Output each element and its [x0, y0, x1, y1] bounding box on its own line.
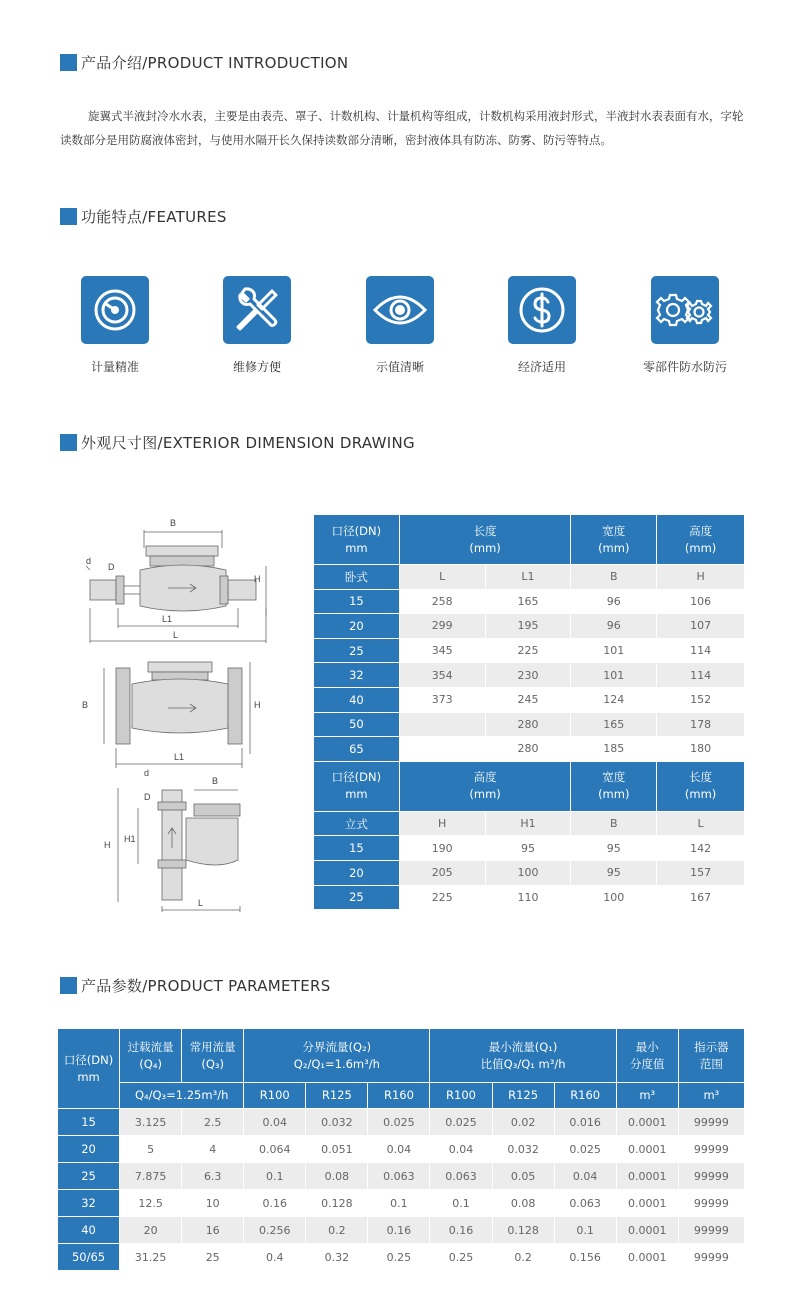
table-subheader-row [314, 811, 745, 836]
row-label: 15 [314, 836, 400, 861]
table-cell: 107 [657, 614, 745, 639]
table-row [58, 1244, 745, 1271]
table-cell: 0.064 [244, 1136, 306, 1163]
table-cell: 0.016 [554, 1109, 616, 1136]
table-cell: 0.256 [244, 1217, 306, 1244]
section-marker [60, 977, 77, 994]
table-cell: 165 [485, 589, 571, 614]
table-cell: 0.04 [554, 1163, 616, 1190]
table-cell: 4 [182, 1136, 244, 1163]
dim-label-d3: d [144, 768, 150, 778]
table-cell: 96 [571, 589, 657, 614]
table-cell: 31.25 [120, 1244, 182, 1271]
dollar-icon [508, 276, 576, 344]
dimension-title: 外观尺寸图/EXTERIOR DIMENSION DRAWING [81, 433, 415, 452]
row-label: 25 [314, 885, 400, 910]
table-cell: 0.1 [554, 1217, 616, 1244]
dim-label-l: L [173, 630, 179, 640]
table-cell: 95 [571, 860, 657, 885]
table-row [314, 737, 745, 762]
table-cell: L [657, 811, 745, 836]
param-r-label: R160 [554, 1083, 616, 1109]
feature-label: 示值清晰 [375, 360, 424, 374]
dim-label-b3: B [212, 776, 219, 786]
gears-icon [651, 276, 719, 344]
table-row [314, 712, 745, 737]
param-min-header: 最小 分度值 [616, 1029, 678, 1083]
table-cell: 0.128 [306, 1190, 368, 1217]
param-q2-header: 分界流量(Q₂) Q₂/Q₁=1.6m³/h [244, 1029, 430, 1083]
param-q3-header: 常用流量 (Q₃) [182, 1029, 244, 1083]
table-cell: 106 [657, 589, 745, 614]
row-label: 25 [58, 1163, 120, 1190]
table-cell: 205 [399, 860, 485, 885]
table-cell [399, 737, 485, 762]
table-cell: 142 [657, 836, 745, 861]
wrench-screwdriver-icon [223, 276, 291, 344]
table-row [314, 885, 745, 910]
param-q4-header: 过载流量 (Q₄) [120, 1029, 182, 1083]
table-cell: 0.156 [554, 1244, 616, 1271]
feature-label: 计量精准 [90, 360, 139, 374]
feature-economical [472, 276, 612, 375]
section-marker [60, 54, 77, 71]
feature-label: 零部件防水防污 [642, 360, 727, 374]
col-width-header: 宽度 (mm) [571, 515, 657, 565]
row-label: 32 [314, 663, 400, 688]
table-cell: H [657, 565, 745, 590]
table-cell: 0.025 [368, 1109, 430, 1136]
table-cell: 0.16 [244, 1190, 306, 1217]
table-row [314, 614, 745, 639]
table-cell: 0.1 [368, 1190, 430, 1217]
table-cell: 0.2 [306, 1217, 368, 1244]
table-row [58, 1190, 745, 1217]
param-min-unit: m³ [616, 1083, 678, 1109]
table-cell: 0.0001 [616, 1109, 678, 1136]
table-row [314, 638, 745, 663]
table-row [314, 663, 745, 688]
table-cell: 99999 [678, 1217, 744, 1244]
dim-label-b: B [170, 518, 177, 528]
table-cell: 0.04 [368, 1136, 430, 1163]
table-cell: 3.125 [120, 1109, 182, 1136]
table-cell: 230 [485, 663, 571, 688]
row-label: 立式 [314, 811, 400, 836]
table-cell: 0.0001 [616, 1244, 678, 1271]
table-row [58, 1217, 745, 1244]
table-cell: 100 [485, 860, 571, 885]
table-cell: 0.4 [244, 1244, 306, 1271]
table-cell: 0.0001 [616, 1190, 678, 1217]
row-label: 15 [58, 1109, 120, 1136]
dim-label-l1-2: L1 [174, 752, 185, 762]
col-dn-header-vertical: 口径(DN) mm [314, 761, 400, 811]
row-label: 50/65 [58, 1244, 120, 1271]
row-label: 65 [314, 737, 400, 762]
table-cell: L1 [485, 565, 571, 590]
features-title: 功能特点/FEATURES [81, 207, 227, 226]
col-width-header-vertical: 宽度 (mm) [571, 761, 657, 811]
table-cell: 0.051 [306, 1136, 368, 1163]
param-r-label: R100 [244, 1083, 306, 1109]
dim-label-d-small: d [86, 556, 92, 566]
dim-label-l1: L1 [162, 614, 173, 624]
table-cell: 0.25 [430, 1244, 492, 1271]
row-label: 20 [58, 1136, 120, 1163]
dim-label-b2: B [82, 700, 89, 710]
table-row [58, 1163, 745, 1190]
row-label: 20 [314, 860, 400, 885]
table-cell: 178 [657, 712, 745, 737]
table-cell: 0.1 [430, 1190, 492, 1217]
section-marker [60, 434, 77, 451]
table-cell: 0.032 [306, 1109, 368, 1136]
table-cell: 0.16 [368, 1217, 430, 1244]
table-cell: 0.1 [244, 1163, 306, 1190]
table-cell: 280 [485, 712, 571, 737]
table-cell: 0.04 [430, 1136, 492, 1163]
col-height-header-vertical: 高度 (mm) [399, 761, 571, 811]
row-label: 20 [314, 614, 400, 639]
dim-label-h1: H1 [124, 834, 136, 844]
table-cell: 0.02 [492, 1109, 554, 1136]
table-cell: 354 [399, 663, 485, 688]
table-cell: 95 [485, 836, 571, 861]
table-cell: 10 [182, 1190, 244, 1217]
table-cell: 167 [657, 885, 745, 910]
dimension-table [313, 514, 745, 910]
table-cell: 195 [485, 614, 571, 639]
gauge-icon [81, 276, 149, 344]
param-r-label: R125 [306, 1083, 368, 1109]
table-row [58, 1109, 745, 1136]
table-cell: 0.08 [306, 1163, 368, 1190]
dimension-drawings [78, 508, 278, 913]
table-cell: H [399, 811, 485, 836]
table-cell: 152 [657, 687, 745, 712]
table-cell: 185 [571, 737, 657, 762]
table-cell: 101 [571, 638, 657, 663]
table-cell: 100 [571, 885, 657, 910]
param-r-label: R125 [492, 1083, 554, 1109]
table-cell: 190 [399, 836, 485, 861]
table-cell: 124 [571, 687, 657, 712]
table-cell: 95 [571, 836, 657, 861]
row-label: 卧式 [314, 565, 400, 590]
table-cell: 114 [657, 663, 745, 688]
table-row [314, 836, 745, 861]
col-length-header-vertical: 长度 (mm) [657, 761, 745, 811]
table-cell: 99999 [678, 1136, 744, 1163]
table-cell: 99999 [678, 1190, 744, 1217]
feature-maintenance [187, 276, 327, 375]
section-marker [60, 208, 77, 225]
table-cell: 12.5 [120, 1190, 182, 1217]
table-row [314, 589, 745, 614]
table-cell: 0.08 [492, 1190, 554, 1217]
table-cell: 20 [120, 1217, 182, 1244]
col-length-header: 长度 (mm) [399, 515, 571, 565]
intro-title: 产品介绍/PRODUCT INTRODUCTION [81, 53, 349, 72]
table-cell: 345 [399, 638, 485, 663]
parameters-title: 产品参数/PRODUCT PARAMETERS [81, 976, 331, 995]
table-cell: 0.128 [492, 1217, 554, 1244]
feature-waterproof [615, 276, 755, 375]
table-subheader-row [314, 565, 745, 590]
table-cell: 99999 [678, 1109, 744, 1136]
intro-section-title [60, 52, 348, 72]
table-cell: 0.025 [430, 1109, 492, 1136]
parameters-section-title [60, 975, 331, 995]
table-cell: 0.063 [554, 1190, 616, 1217]
table-cell: 0.0001 [616, 1217, 678, 1244]
table-cell: 0.0001 [616, 1163, 678, 1190]
feature-clear-reading [330, 276, 470, 375]
table-cell: 25 [182, 1244, 244, 1271]
intro-paragraph: 旋翼式半液封冷水水表，主要是由表壳、罩子、计数机构、计量机构等组成，计数机构采用液封形式，半液封水表表面有水，字轮读数部分是用防腐液体密封，与使用水隔开长久保持读数部分清晰，密封液体具有防冻、防雾、防污等特点。 [60, 109, 744, 147]
table-cell: 157 [657, 860, 745, 885]
table-cell: 0.04 [244, 1109, 306, 1136]
table-cell: 0.063 [430, 1163, 492, 1190]
param-r-label: R160 [368, 1083, 430, 1109]
table-cell: 7.875 [120, 1163, 182, 1190]
table-cell: 258 [399, 589, 485, 614]
col-height-header: 高度 (mm) [657, 515, 745, 565]
table-cell: 5 [120, 1136, 182, 1163]
features-section-title [60, 206, 227, 226]
table-cell: 99999 [678, 1244, 744, 1271]
param-q1-header: 最小流量(Q₁) 比值Q₃/Q₁ m³/h [430, 1029, 616, 1083]
table-cell: 280 [485, 737, 571, 762]
param-ratio: Q₄/Q₃=1.25m³/h [120, 1083, 244, 1109]
table-cell: 0.16 [430, 1217, 492, 1244]
table-cell: 225 [399, 885, 485, 910]
dim-label-h2: H [254, 700, 261, 710]
param-r-label: R100 [430, 1083, 492, 1109]
eye-icon [366, 276, 434, 344]
dimension-section-title [60, 432, 415, 452]
table-cell: 0.05 [492, 1163, 554, 1190]
table-row [58, 1136, 745, 1163]
feature-label: 维修方便 [232, 360, 281, 374]
table-cell: 0.25 [368, 1244, 430, 1271]
table-cell: 0.063 [368, 1163, 430, 1190]
table-cell: 245 [485, 687, 571, 712]
row-label: 32 [58, 1190, 120, 1217]
row-label: 40 [314, 687, 400, 712]
table-cell: 99999 [678, 1163, 744, 1190]
table-cell [399, 712, 485, 737]
row-label: 50 [314, 712, 400, 737]
table-cell: 110 [485, 885, 571, 910]
table-cell: 101 [571, 663, 657, 688]
row-label: 25 [314, 638, 400, 663]
table-cell: 180 [657, 737, 745, 762]
table-cell: 0.0001 [616, 1136, 678, 1163]
param-indicator-header: 指示器 范围 [678, 1029, 744, 1083]
table-cell: 373 [399, 687, 485, 712]
table-cell: B [571, 565, 657, 590]
row-label: 40 [58, 1217, 120, 1244]
table-cell: 299 [399, 614, 485, 639]
table-row [314, 860, 745, 885]
dim-label-h: H [254, 574, 261, 584]
table-cell: 0.025 [554, 1136, 616, 1163]
table-cell: 0.032 [492, 1136, 554, 1163]
table-cell: 165 [571, 712, 657, 737]
drawing-vertical [118, 788, 240, 912]
table-cell: H1 [485, 811, 571, 836]
dim-label-dd3: D [144, 792, 151, 802]
parameters-table [57, 1028, 745, 1271]
param-dn-header: 口径(DN) mm [58, 1029, 120, 1109]
table-cell: 225 [485, 638, 571, 663]
table-cell: 0.2 [492, 1244, 554, 1271]
table-row [314, 687, 745, 712]
dim-label-l3: L [198, 898, 204, 908]
table-cell: B [571, 811, 657, 836]
table-cell: 2.5 [182, 1109, 244, 1136]
table-cell: 114 [657, 638, 745, 663]
drawing-horizontal-threaded [86, 530, 266, 643]
row-label: 15 [314, 589, 400, 614]
table-cell: 96 [571, 614, 657, 639]
col-dn-header: 口径(DN) mm [314, 515, 400, 565]
table-cell: 6.3 [182, 1163, 244, 1190]
param-indicator-unit: m³ [678, 1083, 744, 1109]
table-cell: L [399, 565, 485, 590]
feature-accurate [45, 276, 185, 375]
table-cell: 16 [182, 1217, 244, 1244]
table-cell: 0.32 [306, 1244, 368, 1271]
dim-label-d-large: D [108, 562, 115, 572]
dim-label-h3: H [104, 840, 111, 850]
feature-label: 经济适用 [517, 360, 566, 374]
